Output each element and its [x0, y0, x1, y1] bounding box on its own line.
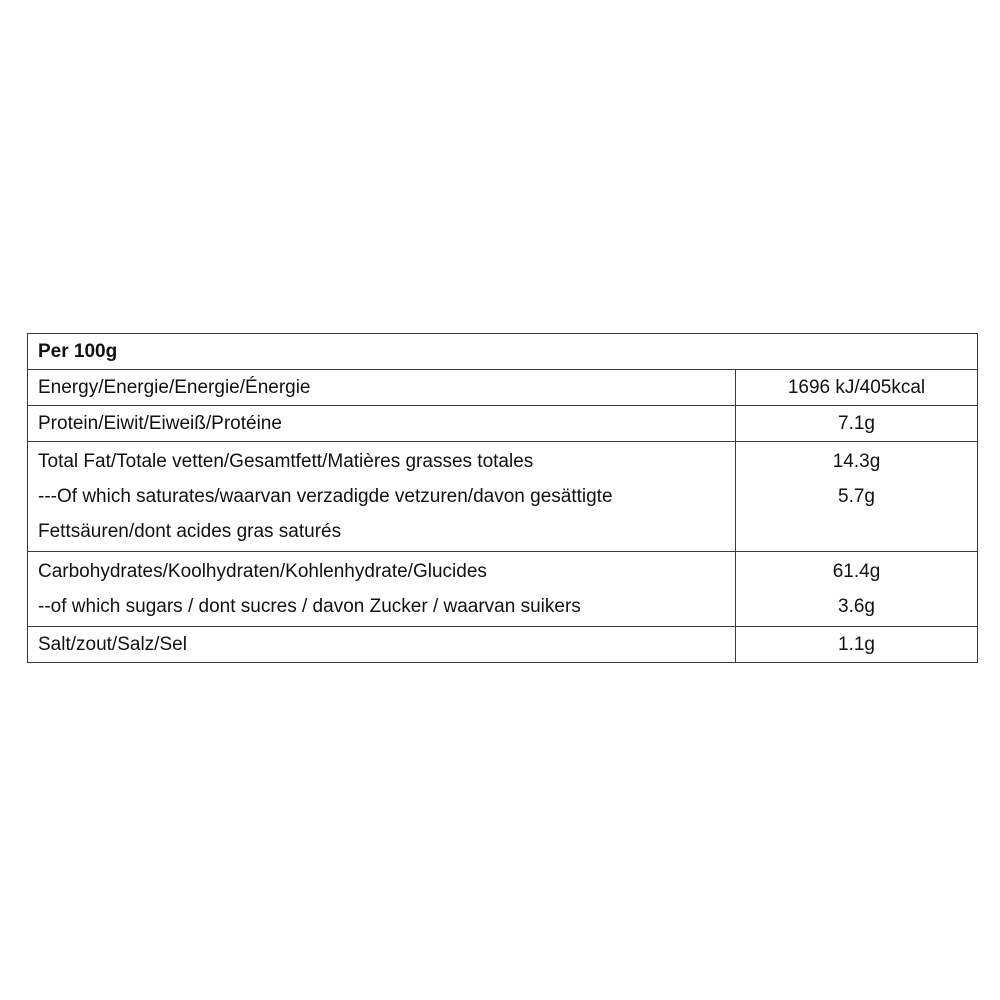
per-100g-header: Per 100g — [28, 334, 978, 370]
row-label: Protein/Eiwit/Eiweiß/Protéine — [38, 413, 282, 434]
carbohydrates-value — [736, 552, 978, 627]
row-value: 7.1g — [838, 413, 875, 434]
row-label: Carbohydrates/Koolhydraten/Kohlenhydrate/Glucides — [38, 561, 487, 582]
row-label: Energy/Energie/Energie/Énergie — [38, 377, 311, 398]
carbohydrates-label — [28, 552, 736, 627]
table-row-energy — [28, 370, 978, 406]
row-value: 1696 kJ/405kcal — [787, 377, 926, 398]
table-row-carbohydrates — [28, 552, 978, 627]
protein-label — [28, 406, 736, 442]
row-value: 14.3g — [832, 451, 881, 472]
table-row-protein — [28, 406, 978, 442]
table-row-salt — [28, 627, 978, 663]
table-row-fat — [28, 442, 978, 552]
row-sublabel: ---Of which saturates/waarvan verzadigde vetzuren/davon gesättigte Fettsäuren/dont acides gras saturés — [38, 486, 613, 542]
row-label: Salt/zout/Salz/Sel — [38, 634, 187, 655]
row-subvalue: 5.7g — [838, 486, 875, 507]
energy-value — [736, 370, 978, 406]
salt-label — [28, 627, 736, 663]
row-value: 1.1g — [838, 634, 875, 655]
nutrition-table — [27, 333, 978, 663]
energy-label — [28, 370, 736, 406]
row-value: 61.4g — [832, 561, 881, 582]
table-header-row — [28, 334, 978, 370]
protein-value — [736, 406, 978, 442]
fat-value — [736, 442, 978, 552]
fat-label — [28, 442, 736, 552]
row-subvalue: 3.6g — [838, 596, 875, 617]
row-sublabel: --of which sugars / dont sucres / davon Zucker / waarvan suikers — [38, 596, 581, 617]
row-label: Total Fat/Totale vetten/Gesamtfett/Matières grasses totales — [38, 451, 534, 472]
salt-value — [736, 627, 978, 663]
